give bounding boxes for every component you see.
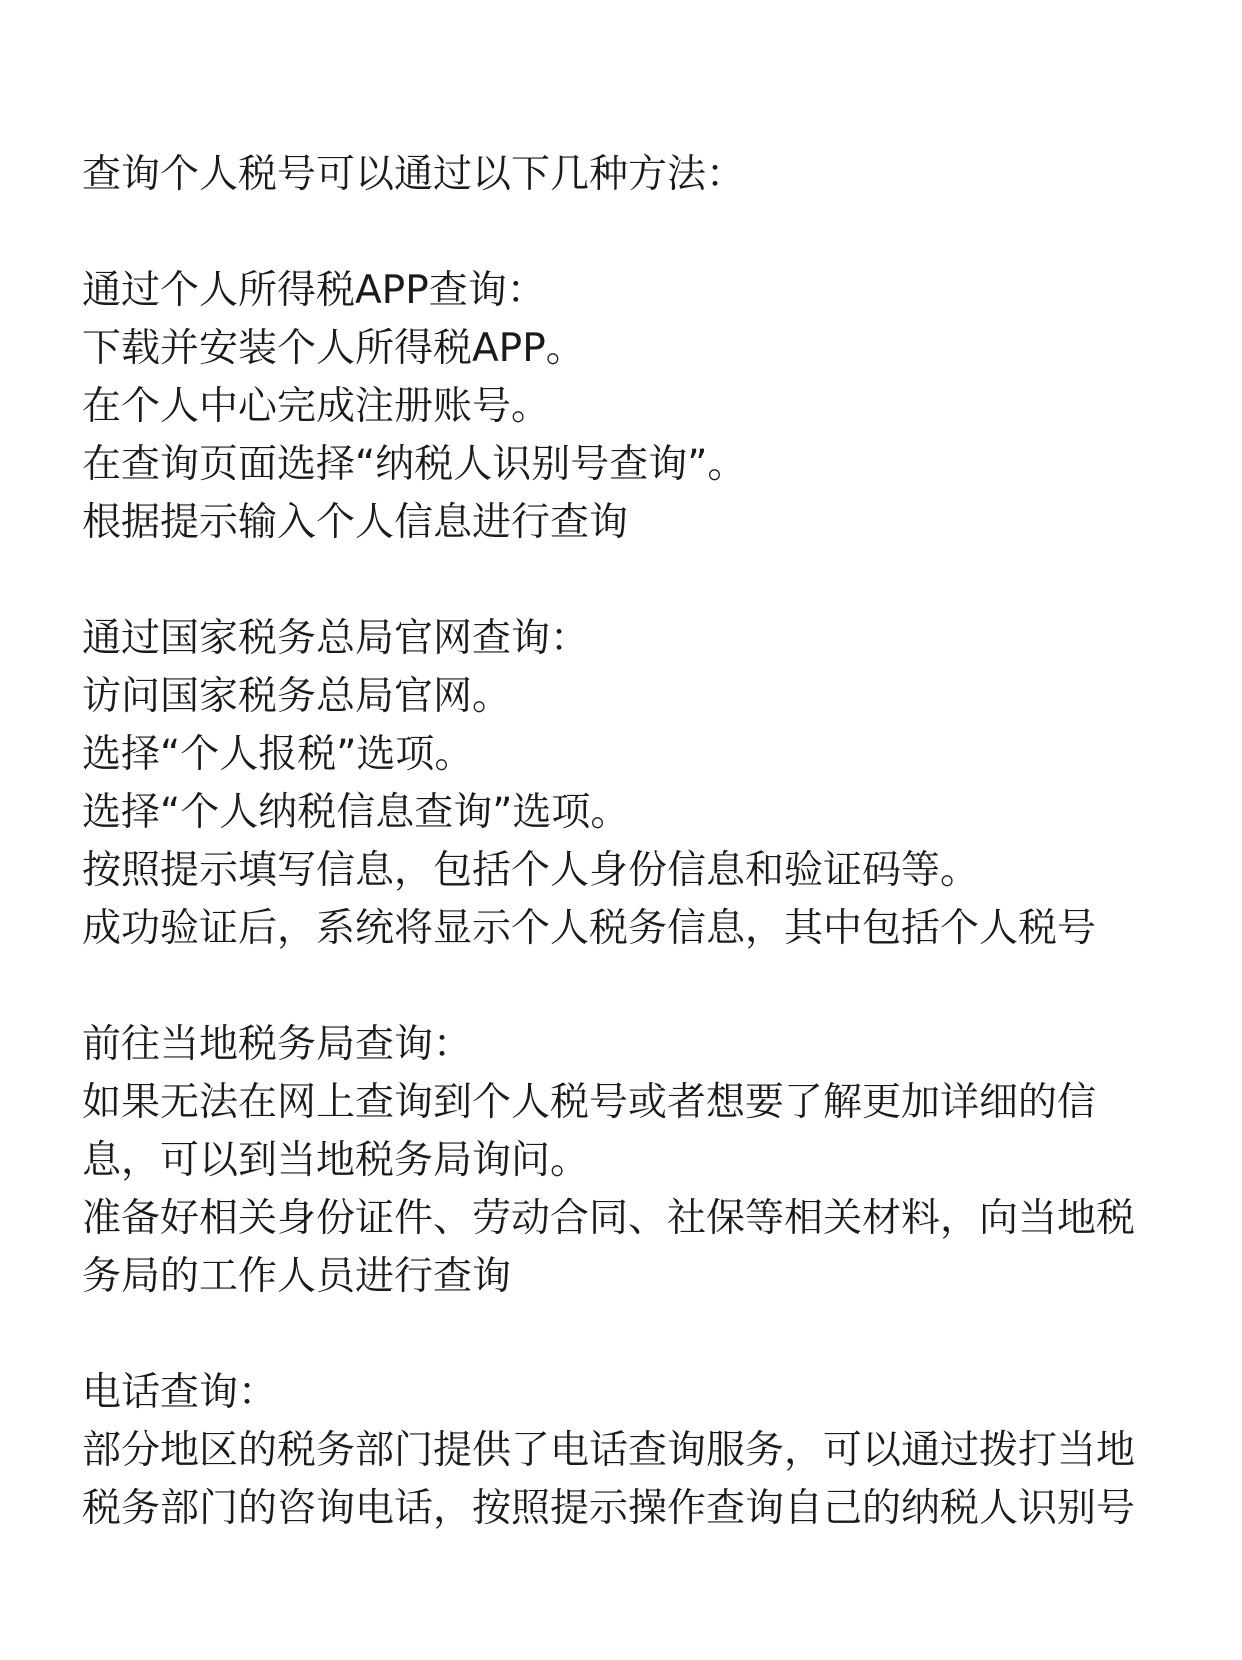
local-bureau-line-4: 务局的工作人员进行查询 [82,1254,512,1299]
app-step-4: 根据提示输入个人信息进行查询 [82,500,629,545]
local-bureau-line-2: 息，可以到当地税务局询问。 [82,1138,590,1183]
app-step-1: 下载并安装个人所得税APP。 [82,326,585,371]
website-step-3: 选择“个人纳税信息查询”选项。 [82,790,630,835]
section-heading-phone: 电话查询： [82,1370,278,1415]
website-step-2: 选择“个人报税”选项。 [82,732,474,777]
section-heading-local-bureau: 前往当地税务局查询： [82,1022,473,1067]
website-step-4: 按照提示填写信息，包括个人身份信息和验证码等。 [82,848,980,893]
intro-text: 查询个人税号可以通过以下几种方法： [82,152,746,197]
app-step-3: 在查询页面选择“纳税人识别号查询”。 [82,442,747,487]
section-heading-website: 通过国家税务总局官网查询： [82,616,590,661]
website-step-5: 成功验证后，系统将显示个人税务信息，其中包括个人税号 [82,906,1097,951]
app-step-2: 在个人中心完成注册账号。 [82,384,551,429]
local-bureau-line-3: 准备好相关身份证件、劳动合同、社保等相关材料，向当地税 [82,1196,1136,1241]
phone-line-1: 部分地区的税务部门提供了电话查询服务，可以通过拨打当地 [82,1428,1136,1473]
section-heading-app: 通过个人所得税APP查询： [82,268,546,313]
website-step-1: 访问国家税务总局官网。 [82,674,512,719]
local-bureau-line-1: 如果无法在网上查询到个人税号或者想要了解更加详细的信 [82,1080,1097,1125]
phone-line-2: 税务部门的咨询电话，按照提示操作查询自己的纳税人识别号 [82,1486,1136,1531]
